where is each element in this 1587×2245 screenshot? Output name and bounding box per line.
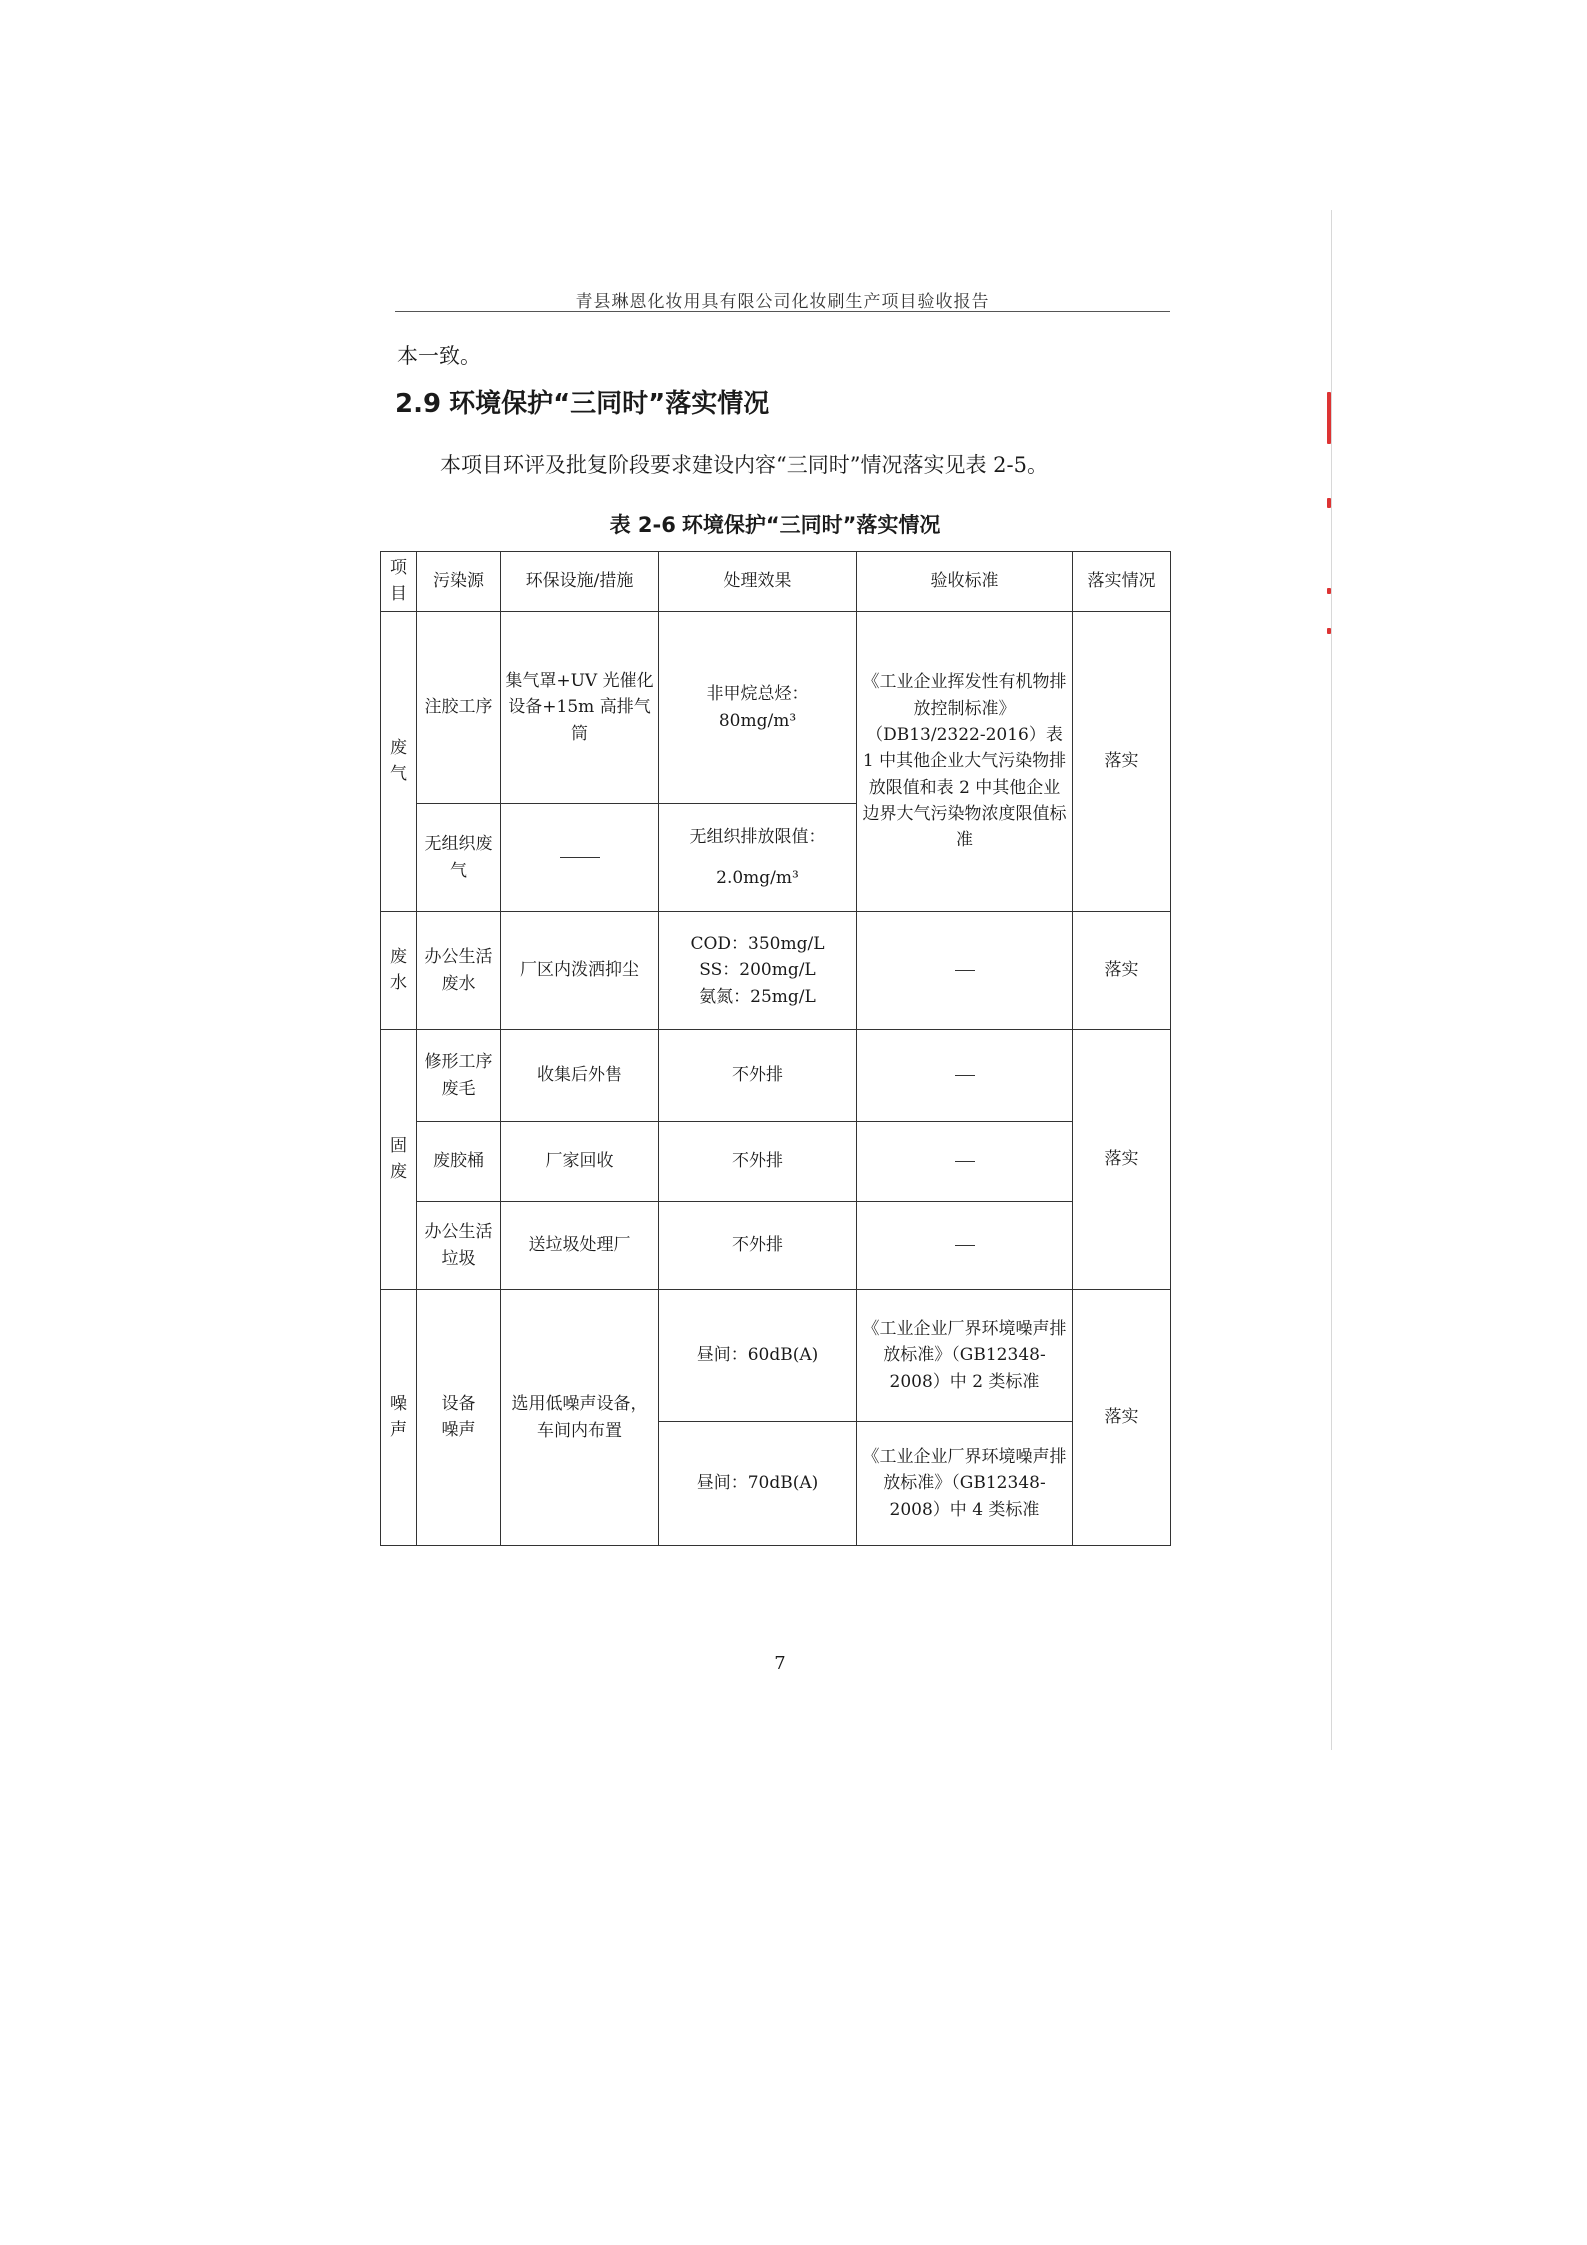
status-cell: 落实	[1073, 612, 1171, 912]
standard-cell-empty	[857, 912, 1073, 1030]
category-noise: 噪声	[381, 1290, 417, 1546]
section-title-text: 环境保护“三同时”落实情况	[449, 389, 770, 419]
table-row	[381, 1030, 1171, 1122]
standard-cell: 《工业企业厂界环境噪声排放标准》（GB12348-2008）中 2 类标准	[857, 1290, 1073, 1422]
table-caption-text: 环境保护“三同时”落实情况	[681, 513, 941, 537]
standard-cell-empty	[857, 1030, 1073, 1122]
scan-red-mark	[1327, 628, 1331, 634]
header-facility: 环保设施/措施	[501, 552, 659, 612]
three-simultaneous-table	[380, 551, 1171, 1546]
standard-cell-empty	[857, 1202, 1073, 1290]
header-standard: 验收标准	[857, 552, 1073, 612]
status-cell: 落实	[1073, 1030, 1171, 1290]
effect-cell: 不外排	[659, 1030, 857, 1122]
table-row	[381, 912, 1171, 1030]
intro-paragraph: 本项目环评及批复阶段要求建设内容“三同时”情况落实见表 2-5。	[440, 453, 1048, 477]
effect-cell: 不外排	[659, 1122, 857, 1202]
standard-cell-empty	[857, 1122, 1073, 1202]
facility-cell: 集气罩+UV 光催化设备+15m 高排气筒	[501, 612, 659, 804]
source-cell: 设备噪声	[417, 1290, 501, 1546]
dash-mark	[955, 1075, 975, 1076]
facility-cell: 选用低噪声设备，车间内布置	[501, 1290, 659, 1546]
header-source: 污染源	[417, 552, 501, 612]
table-row	[381, 1202, 1171, 1290]
source-cell: 废胶桶	[417, 1122, 501, 1202]
table-caption-id: 表 2-6	[609, 513, 676, 537]
facility-cell: 收集后外售	[501, 1030, 659, 1122]
category-solid-waste: 固废	[381, 1030, 417, 1290]
section-heading	[395, 383, 769, 420]
dash-mark	[560, 857, 600, 858]
scan-edge-line	[1331, 210, 1332, 1750]
page-number: 7	[774, 1653, 786, 1674]
dash-mark	[955, 1245, 975, 1246]
facility-cell: 送垃圾处理厂	[501, 1202, 659, 1290]
scan-red-mark	[1327, 498, 1331, 508]
source-cell: 修形工序废毛	[417, 1030, 501, 1122]
source-cell: 注胶工序	[417, 612, 501, 804]
source-cell: 办公生活废水	[417, 912, 501, 1030]
header-category: 项目	[381, 552, 417, 612]
effect-cell: 昼间：70dB(A)	[659, 1422, 857, 1546]
scan-red-mark	[1327, 588, 1331, 594]
effect-cell: 无组织排放限值： 2.0mg/m³	[659, 804, 857, 912]
header-divider	[395, 311, 1170, 312]
section-number: 2.9	[395, 389, 442, 419]
effect-cell: COD：350mg/L SS：200mg/L 氨氮：25mg/L	[659, 912, 857, 1030]
facility-cell: 厂家回收	[501, 1122, 659, 1202]
table-caption	[380, 509, 1170, 539]
facility-cell-empty	[501, 804, 659, 912]
table-header-row	[381, 552, 1171, 612]
effect-cell: 非甲烷总烃： 80mg/m³	[659, 612, 857, 804]
dash-mark	[955, 1161, 975, 1162]
running-header: 青县琳恩化妆用具有限公司化妆刷生产项目验收报告	[575, 292, 990, 312]
header-status: 落实情况	[1073, 552, 1171, 612]
table-row	[381, 1122, 1171, 1202]
table-row	[381, 1290, 1171, 1422]
standard-cell: 《工业企业厂界环境噪声排放标准》（GB12348-2008）中 4 类标准	[857, 1422, 1073, 1546]
facility-cell: 厂区内泼洒抑尘	[501, 912, 659, 1030]
category-waste-gas: 废气	[381, 612, 417, 912]
source-cell: 无组织废气	[417, 804, 501, 912]
standard-cell: 《工业企业挥发性有机物排放控制标准》（DB13/2322-2016）表 1 中其他企业大气污染物排放限值和表 2 中其他企业边界大气污染物浓度限值标准	[857, 612, 1073, 912]
source-cell: 办公生活垃圾	[417, 1202, 501, 1290]
dash-mark	[955, 970, 975, 971]
category-waste-water: 废水	[381, 912, 417, 1030]
status-cell: 落实	[1073, 1290, 1171, 1546]
effect-cell: 昼间：60dB(A)	[659, 1290, 857, 1422]
continuation-text: 本一致。	[397, 344, 481, 368]
header-effect: 处理效果	[659, 552, 857, 612]
status-cell: 落实	[1073, 912, 1171, 1030]
effect-cell: 不外排	[659, 1202, 857, 1290]
table-row	[381, 612, 1171, 804]
scan-red-mark	[1327, 392, 1331, 444]
